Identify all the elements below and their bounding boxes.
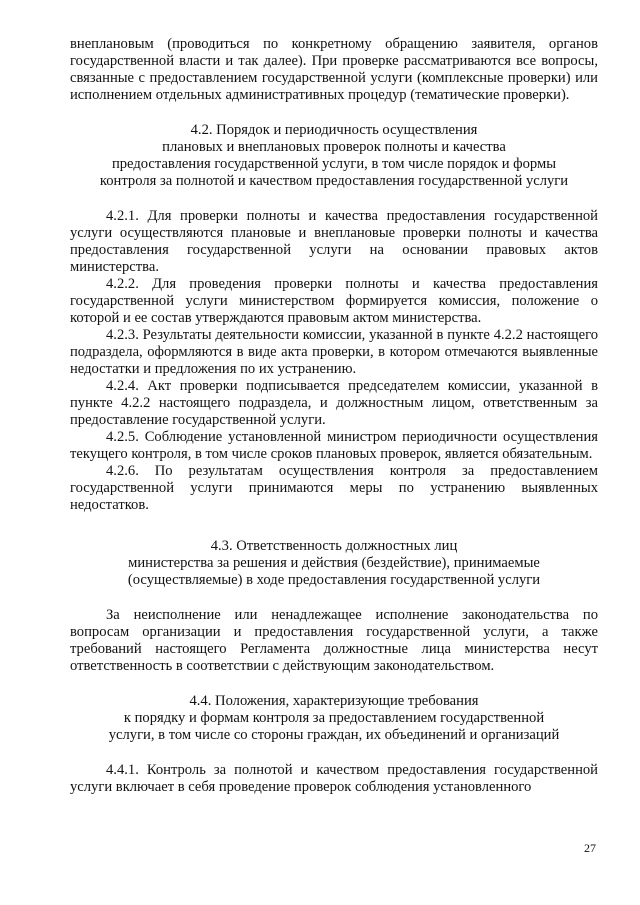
section-heading-4-4 [70, 693, 598, 744]
paragraph-4-2-1: 4.2.1. Для проверки полноты и качества предоставления государственной услуги осуществляются плановые и внеплановые проверки полноты и качества предоставления государственной услуги на основании правовых актов министерства. [70, 208, 598, 275]
section-heading-4-2 [70, 122, 598, 190]
paragraph-4-2-5: 4.2.5. Соблюдение установленной министром периодичности осуществления текущего контроля, в том числе сроков плановых проверок, является обязательным. [70, 429, 598, 462]
paragraph-4-2-2: 4.2.2. Для проведения проверки полноты и качества предоставления государственной услуги министерством формируется комиссия, положение о которой и ее состав утверждаются правовым актом министерства. [70, 276, 598, 326]
heading-line: министерства за решения и действия (бездействие), принимаемые [128, 555, 540, 571]
heading-line: 4.3. Ответственность должностных лиц [210, 538, 458, 554]
paragraph-4-2-3: 4.2.3. Результаты деятельности комиссии, указанной в пункте 4.2.2 настоящего подраздела, оформляются в виде акта проверки, в котором отмечаются выявленные недостатки и предложения по их устранению. [70, 327, 598, 377]
section-heading-4-3 [70, 538, 598, 589]
intro-paragraph: внеплановым (проводиться по конкретному обращению заявителя, органов государственной власти и так далее). При проверке рассматриваются все вопросы, связанные с предоставлением государственной услуги (комплексные проверки) или исполнением отдельных административных процедур (тематические проверки). [70, 36, 598, 103]
heading-line: контроля за полнотой и качеством предоставления государственной услуги [99, 173, 569, 189]
heading-line: 4.4. Положения, характеризующие требования [189, 693, 479, 709]
heading-line: (осуществляемые) в ходе предоставления государственной услуги [127, 572, 541, 588]
paragraph-4-4-1: 4.4.1. Контроль за полнотой и качеством предоставления государственной услуги включает в себя проведение проверок соблюдения установленного [70, 762, 598, 795]
heading-line: плановых и внеплановых проверок полноты и качества [162, 139, 506, 155]
heading-line: предоставления государственной услуги, в том числе порядок и формы [111, 156, 557, 172]
page-number: 27 [584, 841, 596, 855]
paragraph-4-2-6: 4.2.6. По результатам осуществления контроля за предоставлением государственной услуги принимаются меры по устранению выявленных недостатков. [70, 463, 598, 513]
heading-line: 4.2. Порядок и периодичность осуществления [190, 122, 478, 138]
paragraph-4-3-body: За неисполнение или ненадлежащее исполнение законодательства по вопросам организации и предоставления государственной услуги, а также требований настоящего Регламента должностные лица министерства несут ответственность в соответствии с действующим законодательством. [70, 607, 598, 674]
paragraph-4-2-4: 4.2.4. Акт проверки подписывается председателем комиссии, указанной в пункте 4.2.2 настоящего подраздела, и должностным лицом, ответственным за предоставление государственной услуги. [70, 378, 598, 428]
page-body [70, 36, 598, 796]
heading-line: услуги, в том числе со стороны граждан, их объединений и организаций [108, 727, 560, 743]
heading-line: к порядку и формам контроля за предоставлением государственной [123, 710, 545, 726]
